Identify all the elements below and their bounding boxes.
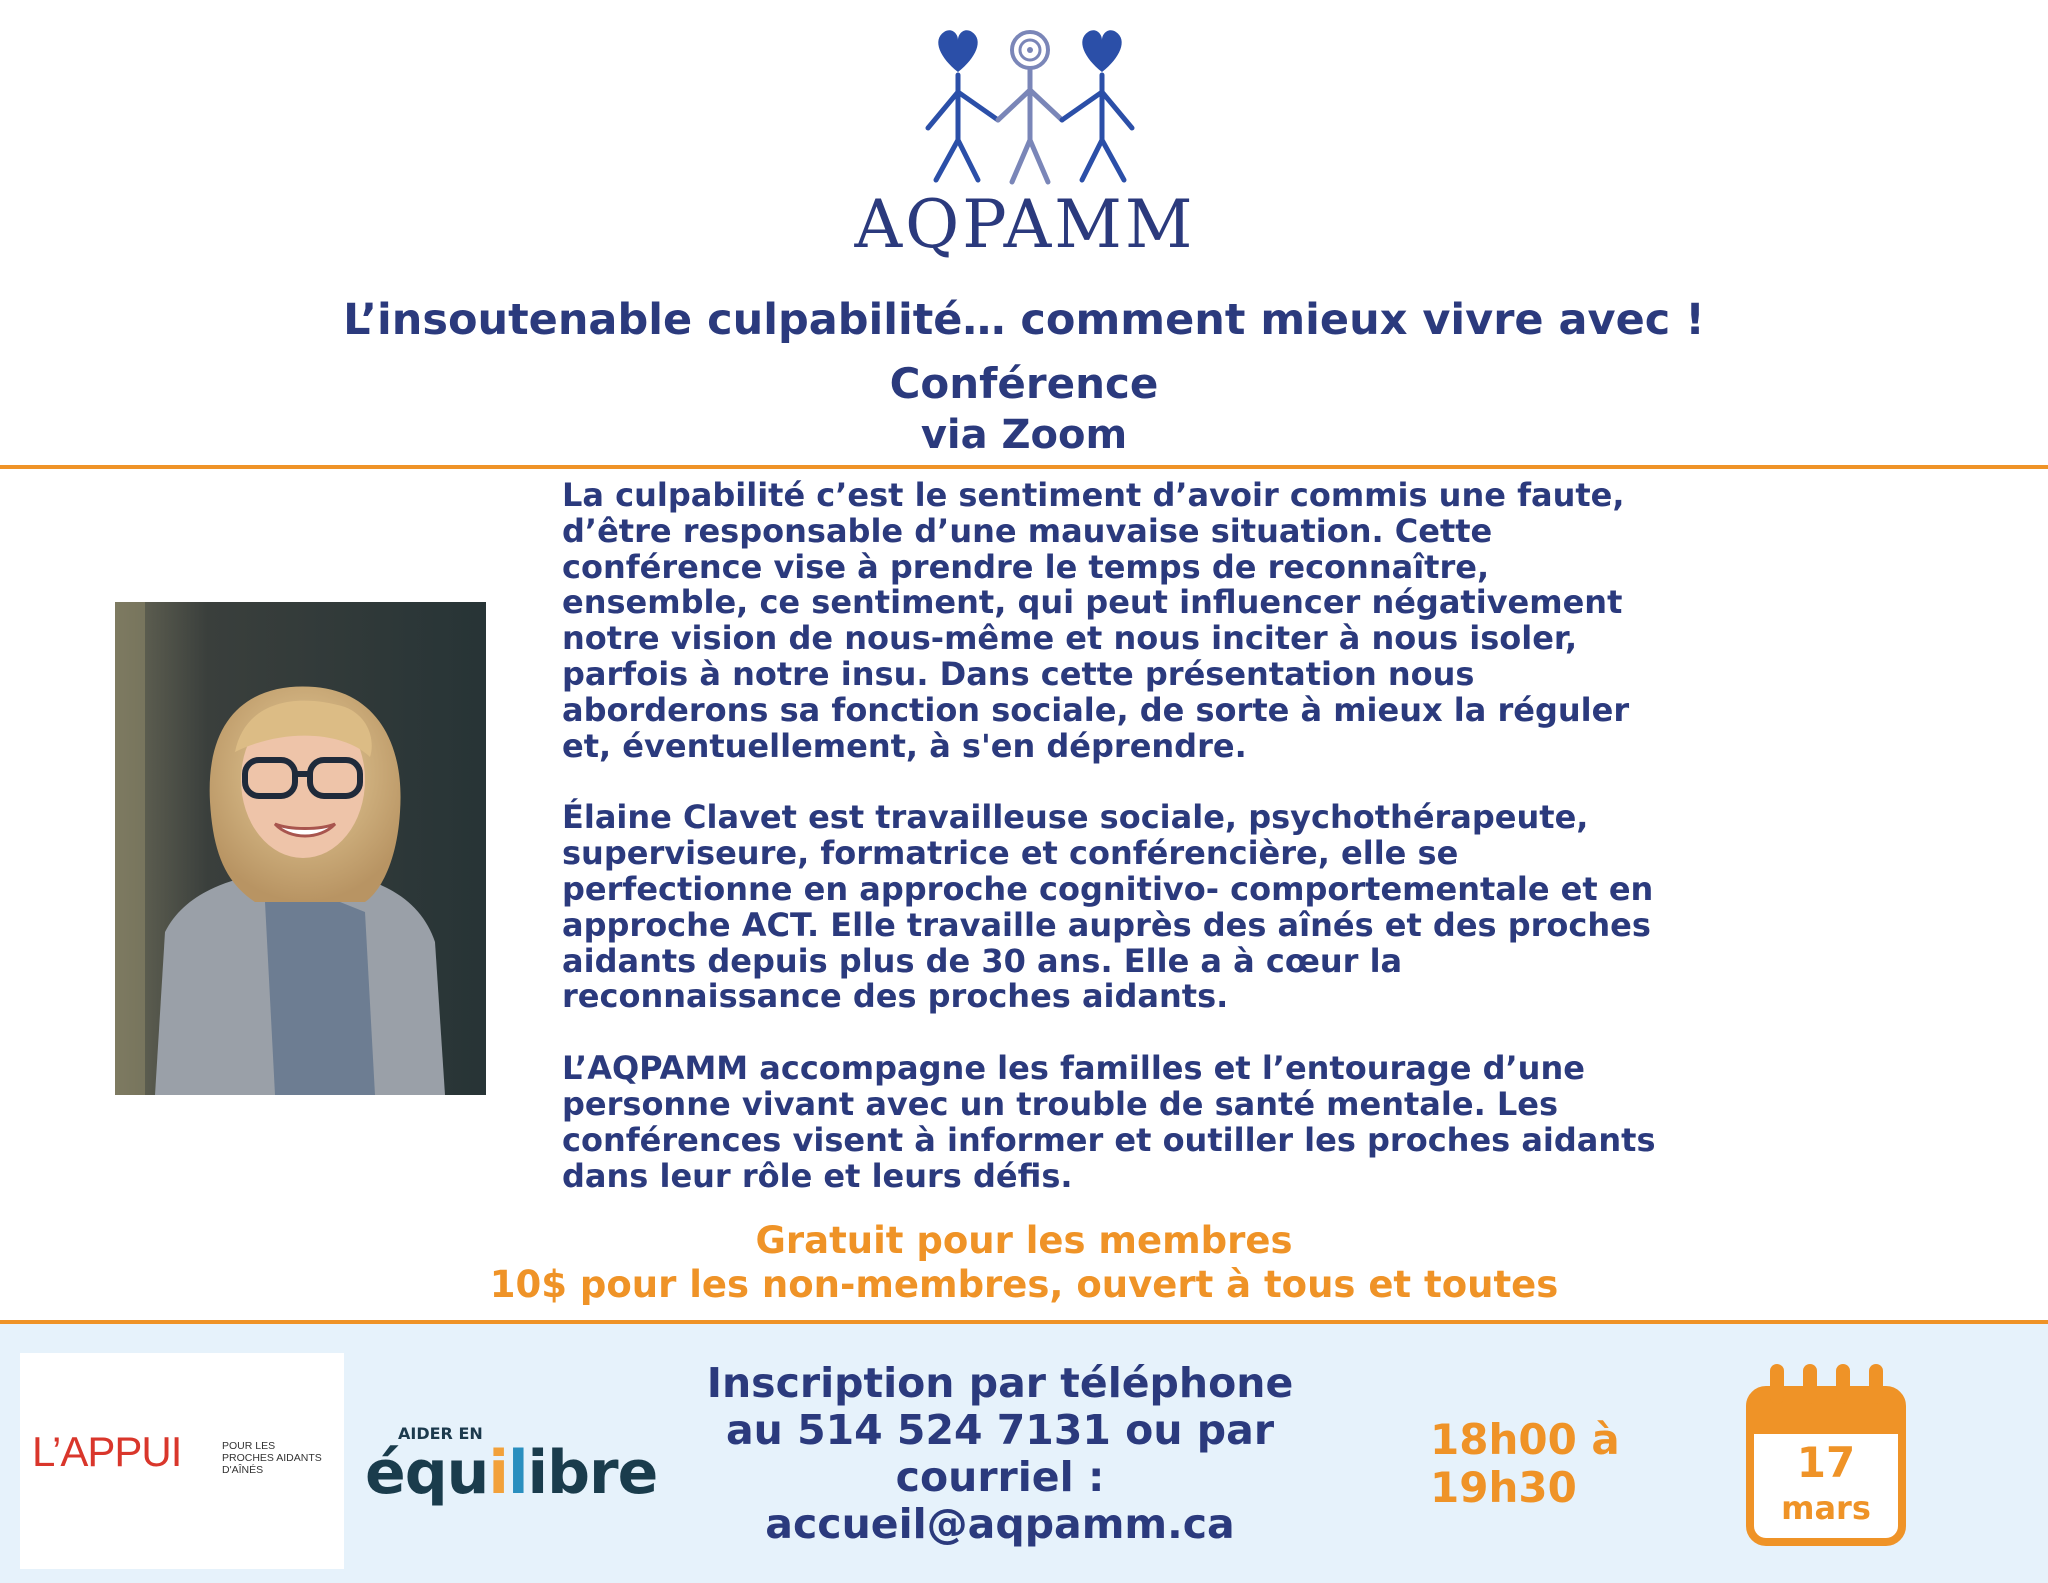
equilibre-part1: équ [365,1438,489,1508]
event-subtitle: Conférence [889,359,1159,408]
inscription-line1: Inscription par téléphone [706,1359,1294,1407]
calendar-month: mars [1781,1489,1871,1527]
inscription-line2: au 514 524 7131 ou par [725,1406,1275,1454]
price-members: Gratuit pour les membres [755,1219,1293,1262]
appui-logo-text: L’APPUI [32,1428,182,1475]
divider-top [0,465,2048,469]
hours-start: 18h00 à [1430,1415,1620,1464]
hours-end: 19h30 [1430,1463,1577,1512]
equilibre-part2: i [488,1438,508,1508]
inscription-line3: courriel : [895,1453,1105,1501]
event-title: L’insoutenable culpabilité… comment mieux vivre avec ! [343,295,1705,345]
equilibre-part4: ibre [527,1438,658,1508]
paragraph-topic: La culpabilité c’est le sentiment d’avoir commis une faute, d’être responsable d’une mauvaise situation. Cette conférence vise à prendre le temps de reconnaître, ensemble, ce sentiment, qui peut influencer négativement notre vision de nous-même et nous inciter à nous isoler, parfois à notre insu. Dans cette présentation nous aborderons sa fonction sociale, de sorte à mieux la réguler et, éventuellement, à s'en déprendre. [562,476,1630,765]
speaker-photo [115,602,486,1095]
equilibre-logo-small: AIDER EN [398,1424,483,1443]
price-non-members: 10$ pour les non-membres, ouvert à tous et toutes [489,1263,1559,1306]
event-hours [1430,1416,1670,1512]
equilibre-part3: l [507,1438,528,1508]
event-mode: via Zoom [920,412,1128,458]
inscription-email[interactable]: accueil@aqpamm.ca [765,1500,1235,1548]
appui-logo-subtext: POUR LES PROCHES AIDANTS D'AÎNÉS [222,1440,322,1476]
equilibre-logo [365,1438,657,1508]
aqpamm-logo-text: AQPAMM [854,186,1196,263]
inscription-info [680,1360,1320,1548]
paragraph-organization: L’AQPAMM accompagne les familles et l’entourage d’une personne vivant avec un trouble de santé mentale. Les conférences visent à informer et outiller les proches aidants dans leur rôle et leurs défis. [562,1049,1656,1195]
description-body [562,478,1702,1230]
paragraph-speaker: Élaine Clavet est travailleuse sociale, psychothérapeute, superviseure, formatrice et conférencière, elle se perfectionne en approche cognitivo- comportementale et en approche ACT. Elle travaille auprès des aînés et des proches aidants depuis plus de 30 ans. Elle a à cœur la reconnaissance des proches aidants. [562,798,1654,1016]
calendar-day: 17 [1796,1438,1856,1487]
